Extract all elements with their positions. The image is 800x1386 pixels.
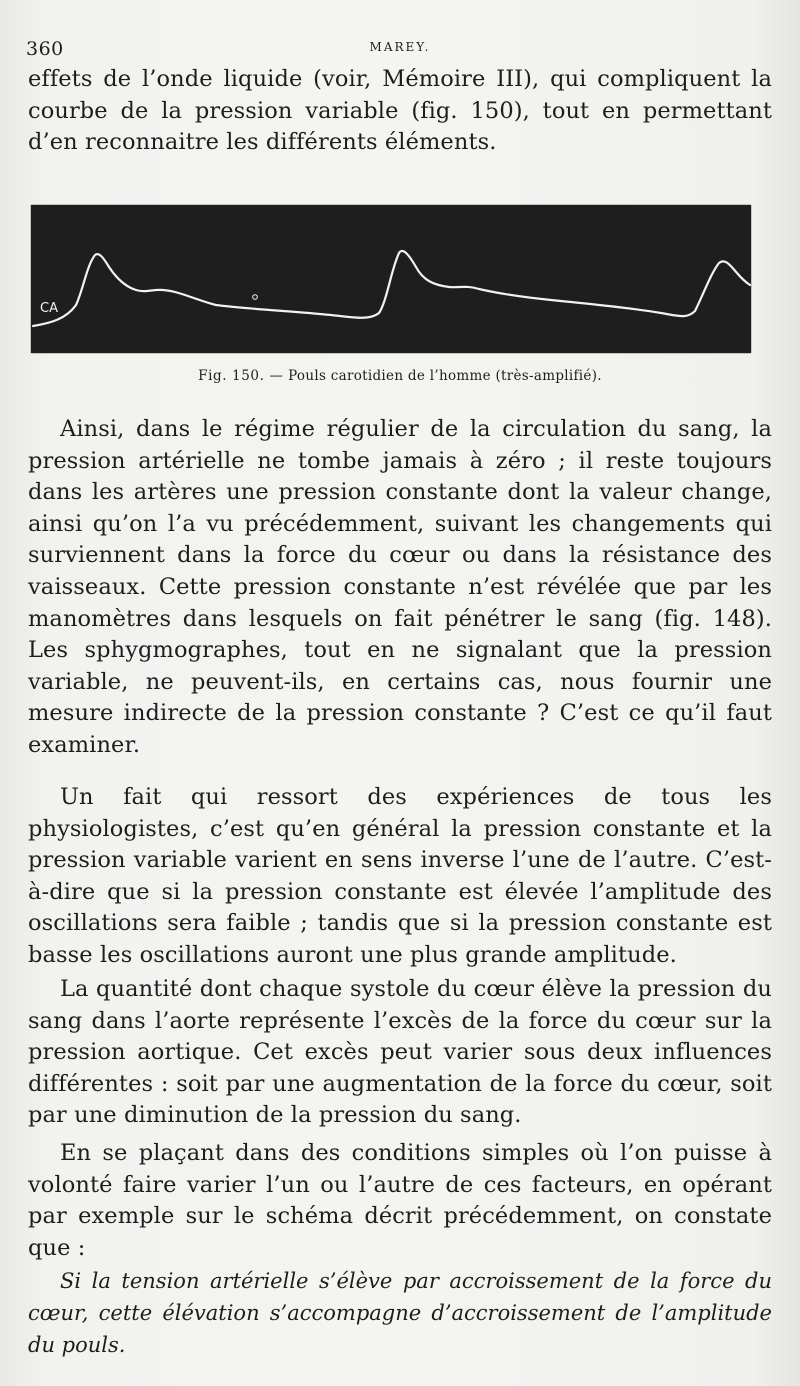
- italic-law-statement: Si la tension artérielle s’élève par accroissement de la force du cœur, cette élévation s’accompagne d’accroissement de l’amplitude du pouls.: [28, 1269, 772, 1357]
- paragraph-conditions-simples: En se plaçant dans des conditions simples où l’on puisse à volonté faire varier l’un ou l’autre de ces facteurs, en opérant par exemple sur le schéma décrit précédemment, on constate que :: [28, 1140, 772, 1261]
- figure-caption-text: Pouls carotidien de l’homme (très-amplifié).: [288, 368, 602, 384]
- trace-marker-dot: [253, 295, 258, 300]
- running-head: MAREY.: [369, 40, 431, 54]
- paragraph-pression-constante: Ainsi, dans le régime régulier de la circulation du sang, la pression artérielle ne tombe jamais à zéro ; il reste toujours dans les artères une pression constante dont la valeur change, ainsi qu’on l’a vu précédemment, suivant les changements qui surviennent dans la force du cœur ou dans la résistance des vaisseaux. Cette pression constante n’est révélée que par les manomètres dans lesquels on fait pénétrer le sang (fig. 148). Les sphygmographes, tout en ne signalant que la pression variable, ne peuvent-ils, en certains cas, nous fournir une mesure indirecte de la pression constante ? C’est ce qu’il faut examiner.: [28, 416, 772, 758]
- page-number: 360: [26, 38, 64, 60]
- trace-label-ca: CA: [40, 301, 58, 316]
- paragraph-systole: La quantité dont chaque systole du cœur élève la pression du sang dans l’aorte représente l’excès de la force du cœur sur la pression aortique. Cet excès peut varier sous deux influences différentes : soit par une augmentation de la force du cœur, soit par une diminution de la pression du sang.: [28, 976, 772, 1129]
- paragraph-continuation: effets de l’onde liquide (voir, Mémoire III), qui compliquent la courbe de la pression variable (fig. 150), tout en permettant d’en reconnaitre les différents éléments.: [28, 66, 772, 156]
- figure-caption: [0, 368, 800, 384]
- paragraph-fait-physiologistes: Un fait qui ressort des expériences de tous les physiologistes, c’est qu’en général la pression constante et la pression variable varient en sens inverse l’une de l’autre. C’est-à-dire que si la pression constante est élevée l’amplitude des oscillations sera faible ; tandis que si la pression constante est basse les oscillations auront une plus grande amplitude.: [28, 784, 772, 968]
- figure-caption-number: Fig. 150. —: [198, 368, 284, 384]
- carotid-pulse-curve: [33, 251, 750, 326]
- pulse-tracing-svg: [31, 205, 751, 353]
- pulse-tracing-figure: [31, 205, 751, 353]
